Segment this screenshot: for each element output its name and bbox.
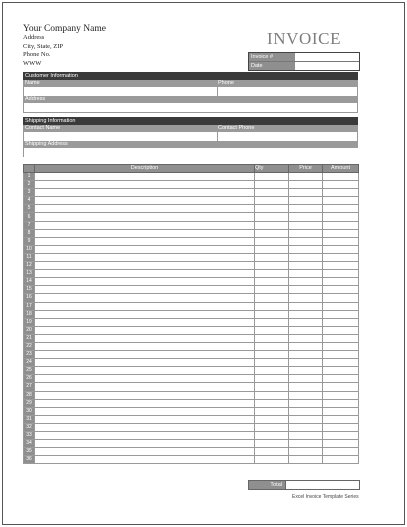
description-cell[interactable] [35, 351, 255, 359]
table-row [24, 334, 359, 342]
qty-cell[interactable] [255, 286, 289, 294]
row-number: 28 [24, 391, 35, 399]
col-header-amount: Amount [323, 165, 359, 173]
col-header-price: Price [289, 165, 323, 173]
description-cell[interactable] [35, 245, 255, 253]
table-row [24, 375, 359, 383]
price-cell[interactable] [289, 407, 323, 415]
description-cell[interactable] [35, 237, 255, 245]
description-cell[interactable] [35, 205, 255, 213]
company-info [23, 24, 106, 68]
row-number: 2 [24, 181, 35, 189]
table-row [24, 197, 359, 205]
price-cell[interactable] [289, 423, 323, 431]
company-name: Your Company Name [23, 24, 106, 34]
col-header-number [24, 165, 35, 173]
description-cell[interactable] [35, 326, 255, 334]
total-label: Total [249, 481, 285, 489]
amount-cell[interactable] [323, 229, 359, 237]
price-cell[interactable] [289, 310, 323, 318]
table-row [24, 205, 359, 213]
price-cell[interactable] [289, 173, 323, 181]
invoice-date-label: Date [249, 62, 295, 70]
price-cell[interactable] [289, 286, 323, 294]
description-cell[interactable] [35, 399, 255, 407]
description-cell[interactable] [35, 221, 255, 229]
shipping-heading: Shipping Information [23, 117, 358, 125]
table-row [24, 391, 359, 399]
footer-text: Excel Invoice Template Series [292, 494, 359, 500]
customer-name-label: Name [25, 80, 40, 86]
qty-cell[interactable] [255, 351, 289, 359]
amount-cell[interactable] [323, 318, 359, 326]
col-header-description: Description [35, 165, 255, 173]
table-row [24, 310, 359, 318]
price-cell[interactable] [289, 278, 323, 286]
description-cell[interactable] [35, 456, 255, 464]
description-cell[interactable] [35, 286, 255, 294]
description-cell[interactable] [35, 334, 255, 342]
table-row [24, 448, 359, 456]
description-cell[interactable] [35, 310, 255, 318]
qty-cell[interactable] [255, 173, 289, 181]
price-cell[interactable] [289, 375, 323, 383]
qty-cell[interactable] [255, 342, 289, 350]
row-number: 13 [24, 270, 35, 278]
row-number: 4 [24, 197, 35, 205]
amount-cell[interactable] [323, 448, 359, 456]
invoice-number-field[interactable] [295, 53, 359, 61]
customer-heading: Customer Information [23, 72, 358, 80]
amount-cell[interactable] [323, 351, 359, 359]
company-phone: Phone No. [23, 51, 51, 59]
invoice-meta-box [248, 52, 360, 71]
description-cell[interactable] [35, 189, 255, 197]
price-cell[interactable] [289, 415, 323, 423]
description-cell[interactable] [35, 229, 255, 237]
amount-cell[interactable] [323, 440, 359, 448]
amount-cell[interactable] [323, 294, 359, 302]
table-row [24, 173, 359, 181]
customer-phone-label: Phone [218, 80, 234, 86]
amount-cell[interactable] [323, 197, 359, 205]
qty-cell[interactable] [255, 440, 289, 448]
amount-cell[interactable] [323, 181, 359, 189]
table-row [24, 440, 359, 448]
table-row [24, 237, 359, 245]
price-cell[interactable] [289, 205, 323, 213]
company-city: City, State, ZIP [23, 42, 64, 50]
qty-cell[interactable] [255, 407, 289, 415]
table-row [24, 229, 359, 237]
row-number: 22 [24, 342, 35, 350]
row-number: 6 [24, 213, 35, 221]
table-row [24, 262, 359, 270]
row-number: 5 [24, 205, 35, 213]
price-cell[interactable] [289, 181, 323, 189]
description-cell[interactable] [35, 318, 255, 326]
description-cell[interactable] [35, 270, 255, 278]
qty-cell[interactable] [255, 383, 289, 391]
description-cell[interactable] [35, 423, 255, 431]
table-row [24, 221, 359, 229]
qty-cell[interactable] [255, 448, 289, 456]
row-number: 3 [24, 189, 35, 197]
table-row [24, 456, 359, 464]
qty-cell[interactable] [255, 205, 289, 213]
qty-cell[interactable] [255, 213, 289, 221]
qty-cell[interactable] [255, 253, 289, 261]
description-cell[interactable] [35, 253, 255, 261]
row-number: 14 [24, 278, 35, 286]
row-number: 36 [24, 456, 35, 464]
contact-phone-label: Contact Phone [218, 125, 255, 131]
qty-cell[interactable] [255, 270, 289, 278]
table-row [24, 351, 359, 359]
price-cell[interactable] [289, 318, 323, 326]
table-row [24, 245, 359, 253]
description-cell[interactable] [35, 262, 255, 270]
description-cell[interactable] [35, 415, 255, 423]
amount-cell[interactable] [323, 262, 359, 270]
qty-cell[interactable] [255, 262, 289, 270]
amount-cell[interactable] [323, 456, 359, 464]
row-number: 31 [24, 415, 35, 423]
description-cell[interactable] [35, 359, 255, 367]
amount-cell[interactable] [323, 359, 359, 367]
amount-cell[interactable] [323, 423, 359, 431]
amount-cell[interactable] [323, 189, 359, 197]
price-cell[interactable] [289, 448, 323, 456]
qty-cell[interactable] [255, 318, 289, 326]
qty-cell[interactable] [255, 432, 289, 440]
row-number: 24 [24, 359, 35, 367]
description-cell[interactable] [35, 294, 255, 302]
customer-address-field[interactable] [24, 103, 357, 112]
table-row [24, 383, 359, 391]
table-row [24, 213, 359, 221]
qty-cell[interactable] [255, 391, 289, 399]
contact-phone-field[interactable] [218, 132, 357, 141]
row-number: 10 [24, 245, 35, 253]
qty-cell[interactable] [255, 456, 289, 464]
price-cell[interactable] [289, 432, 323, 440]
row-number: 20 [24, 326, 35, 334]
customer-section [23, 72, 358, 113]
shipping-address-field[interactable] [24, 148, 358, 157]
table-row [24, 302, 359, 310]
table-row [24, 270, 359, 278]
qty-cell[interactable] [255, 399, 289, 407]
row-number: 32 [24, 423, 35, 431]
amount-cell[interactable] [323, 326, 359, 334]
price-cell[interactable] [289, 342, 323, 350]
description-cell[interactable] [35, 173, 255, 181]
row-number: 12 [24, 262, 35, 270]
price-cell[interactable] [289, 440, 323, 448]
total-field[interactable] [285, 481, 359, 489]
contact-name-label: Contact Name [25, 125, 61, 131]
amount-cell[interactable] [323, 334, 359, 342]
total-row [248, 480, 360, 490]
amount-cell[interactable] [323, 173, 359, 181]
amount-cell[interactable] [323, 213, 359, 221]
customer-phone-field[interactable] [218, 87, 357, 96]
table-row [24, 359, 359, 367]
table-row [24, 294, 359, 302]
amount-cell[interactable] [323, 375, 359, 383]
qty-cell[interactable] [255, 302, 289, 310]
row-number: 27 [24, 383, 35, 391]
invoice-number-label: Invoice # [249, 53, 295, 61]
row-number: 7 [24, 221, 35, 229]
price-cell[interactable] [289, 399, 323, 407]
amount-cell[interactable] [323, 367, 359, 375]
row-number: 34 [24, 440, 35, 448]
qty-cell[interactable] [255, 310, 289, 318]
table-header-row [24, 165, 359, 173]
row-number: 8 [24, 229, 35, 237]
price-cell[interactable] [289, 262, 323, 270]
qty-cell[interactable] [255, 245, 289, 253]
price-cell[interactable] [289, 334, 323, 342]
customer-address-label: Address [25, 96, 46, 102]
row-number: 11 [24, 253, 35, 261]
row-number: 18 [24, 310, 35, 318]
description-cell[interactable] [35, 440, 255, 448]
row-number: 1 [24, 173, 35, 181]
amount-cell[interactable] [323, 342, 359, 350]
description-cell[interactable] [35, 342, 255, 350]
qty-cell[interactable] [255, 278, 289, 286]
amount-cell[interactable] [323, 286, 359, 294]
qty-cell[interactable] [255, 375, 289, 383]
description-cell[interactable] [35, 213, 255, 221]
qty-cell[interactable] [255, 326, 289, 334]
table-row [24, 318, 359, 326]
description-cell[interactable] [35, 367, 255, 375]
amount-cell[interactable] [323, 391, 359, 399]
qty-cell[interactable] [255, 423, 289, 431]
amount-cell[interactable] [323, 205, 359, 213]
qty-cell[interactable] [255, 359, 289, 367]
table-row [24, 286, 359, 294]
description-cell[interactable] [35, 448, 255, 456]
price-cell[interactable] [289, 237, 323, 245]
description-cell[interactable] [35, 278, 255, 286]
table-row [24, 189, 359, 197]
amount-cell[interactable] [323, 245, 359, 253]
price-cell[interactable] [289, 270, 323, 278]
description-cell[interactable] [35, 432, 255, 440]
price-cell[interactable] [289, 294, 323, 302]
price-cell[interactable] [289, 229, 323, 237]
row-number: 26 [24, 375, 35, 383]
row-number: 25 [24, 367, 35, 375]
invoice-title: INVOICE [267, 29, 342, 48]
table-row [24, 278, 359, 286]
row-number: 23 [24, 351, 35, 359]
qty-cell[interactable] [255, 197, 289, 205]
price-cell[interactable] [289, 391, 323, 399]
qty-cell[interactable] [255, 415, 289, 423]
price-cell[interactable] [289, 221, 323, 229]
row-number: 35 [24, 448, 35, 456]
qty-cell[interactable] [255, 334, 289, 342]
qty-cell[interactable] [255, 294, 289, 302]
contact-name-field[interactable] [24, 132, 218, 141]
amount-cell[interactable] [323, 278, 359, 286]
price-cell[interactable] [289, 456, 323, 464]
company-web: WWW [23, 59, 42, 67]
row-number: 16 [24, 294, 35, 302]
shipping-section [23, 117, 358, 157]
price-cell[interactable] [289, 351, 323, 359]
amount-cell[interactable] [323, 432, 359, 440]
qty-cell[interactable] [255, 237, 289, 245]
table-row [24, 342, 359, 350]
shipping-address-label: Shipping Address [25, 141, 68, 147]
qty-cell[interactable] [255, 181, 289, 189]
amount-cell[interactable] [323, 253, 359, 261]
price-cell[interactable] [289, 302, 323, 310]
price-cell[interactable] [289, 189, 323, 197]
col-header-qty: Qty [255, 165, 289, 173]
qty-cell[interactable] [255, 189, 289, 197]
customer-name-field[interactable] [24, 87, 218, 96]
price-cell[interactable] [289, 197, 323, 205]
amount-cell[interactable] [323, 383, 359, 391]
description-cell[interactable] [35, 407, 255, 415]
company-address: Address [23, 34, 45, 41]
invoice-date-field[interactable] [295, 62, 359, 70]
amount-cell[interactable] [323, 310, 359, 318]
row-number: 33 [24, 432, 35, 440]
line-items-table [23, 164, 359, 464]
price-cell[interactable] [289, 326, 323, 334]
row-number: 17 [24, 302, 35, 310]
table-row [24, 326, 359, 334]
amount-cell[interactable] [323, 237, 359, 245]
amount-cell[interactable] [323, 270, 359, 278]
price-cell[interactable] [289, 383, 323, 391]
table-row [24, 253, 359, 261]
table-row [24, 399, 359, 407]
description-cell[interactable] [35, 383, 255, 391]
row-number: 19 [24, 318, 35, 326]
amount-cell[interactable] [323, 407, 359, 415]
amount-cell[interactable] [323, 415, 359, 423]
price-cell[interactable] [289, 359, 323, 367]
row-number: 30 [24, 407, 35, 415]
description-cell[interactable] [35, 375, 255, 383]
table-row [24, 181, 359, 189]
price-cell[interactable] [289, 245, 323, 253]
price-cell[interactable] [289, 367, 323, 375]
amount-cell[interactable] [323, 302, 359, 310]
row-number: 9 [24, 237, 35, 245]
amount-cell[interactable] [323, 221, 359, 229]
table-row [24, 432, 359, 440]
table-row [24, 367, 359, 375]
amount-cell[interactable] [323, 399, 359, 407]
description-cell[interactable] [35, 391, 255, 399]
qty-cell[interactable] [255, 367, 289, 375]
description-cell[interactable] [35, 302, 255, 310]
row-number: 21 [24, 334, 35, 342]
row-number: 15 [24, 286, 35, 294]
qty-cell[interactable] [255, 229, 289, 237]
table-row [24, 407, 359, 415]
description-cell[interactable] [35, 181, 255, 189]
table-row [24, 423, 359, 431]
qty-cell[interactable] [255, 221, 289, 229]
price-cell[interactable] [289, 253, 323, 261]
row-number: 29 [24, 399, 35, 407]
price-cell[interactable] [289, 213, 323, 221]
table-row [24, 415, 359, 423]
description-cell[interactable] [35, 197, 255, 205]
